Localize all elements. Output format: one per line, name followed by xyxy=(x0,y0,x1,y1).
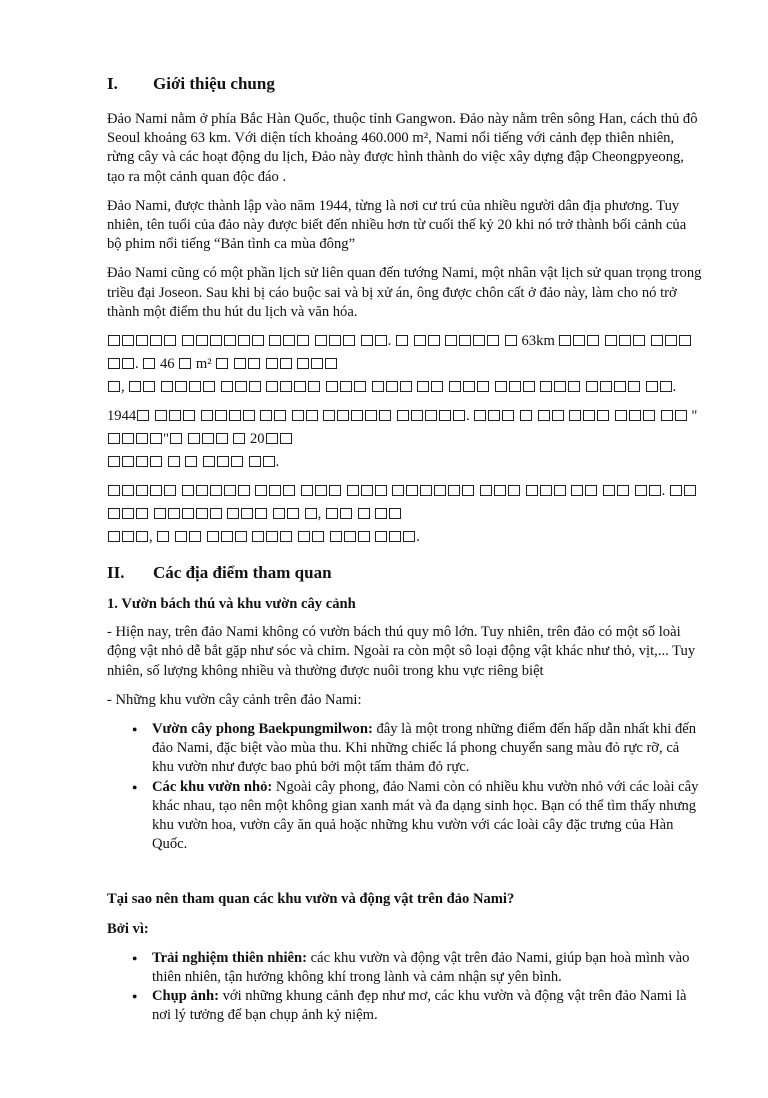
korean-paragraph-3: . , , . xyxy=(107,480,704,549)
section-number: II. xyxy=(107,563,125,583)
subsection-title: 1. Vườn bách thú và khu vườn cây cảnh xyxy=(107,596,356,613)
korean-paragraph-2: 1944 . "" 20 . xyxy=(107,408,698,471)
korean-paragraph-1: . 63km . 46 m² , . xyxy=(107,330,704,399)
paragraph: Đảo Nami nằm ở phía Bắc Hàn Quốc, thuộc tỉnh Gangwon. Đảo này nằm trên sông Han, cách thủ đô Seoul khoảng 63 km. Với diện tích khoảng 460.000 m², Nami nổi tiếng với cảnh đẹp thiên nhiên, rừng cây và các hoạt động du lịch, Đảo này được hình thành do việc xây dựng đập Cheongpyeong, tạo ra một cảnh quan độc đáo . xyxy=(107,111,698,185)
section-heading-2 xyxy=(107,563,704,583)
korean-number: 1944 xyxy=(107,408,137,425)
list-item-text: với những khung cảnh đẹp như mơ, các khu vườn và động vật trên đảo Nami là nơi lý tưởng để bạn chụp ảnh kỷ niệm. xyxy=(152,988,687,1024)
section-heading-1 xyxy=(107,74,704,94)
list-item-text: đây là một trong những điểm đến hấp dẫn nhất khi đến đảo Nami, đặc biệt vào mùa thu. Khi những chiếc lá phong chuyển sang màu đỏ rực rỡ, cả khu vườn như được bao phủ bởi một tấm thảm đỏ rực. xyxy=(152,721,697,776)
document-page xyxy=(0,74,768,1098)
korean-quote-close: " xyxy=(163,431,169,448)
korean-number: 20 xyxy=(249,431,265,448)
list-item-label: Chụp ảnh: xyxy=(152,988,219,1005)
reasons-list xyxy=(107,949,704,1026)
korean-number: 63km xyxy=(521,333,555,350)
korean-quote-open: " xyxy=(691,408,698,425)
list-item-label: Vườn cây phong Baekpungmilwon: xyxy=(152,721,373,738)
question-heading: Tại sao nên tham quan các khu vườn và động vật trên đảo Nami? xyxy=(107,891,515,908)
garden-list xyxy=(107,720,704,854)
section-title: Giới thiệu chung xyxy=(153,74,275,93)
because-label: Bởi vì: xyxy=(107,920,149,937)
korean-unit: m² xyxy=(195,356,212,373)
list-item xyxy=(152,778,704,855)
list-item-text: các khu vườn và động vật trên đảo Nami, giúp bạn hoà mình vào thiên nhiên, tận hưởng không khí trong lành và cảm nhận sự yên bình. xyxy=(152,949,690,986)
list-item-label: Các khu vườn nhỏ: xyxy=(152,778,273,795)
list-item xyxy=(152,987,704,1025)
korean-number: 46 xyxy=(159,356,175,373)
paragraph: Đảo Nami, được thành lập vào năm 1944, từng là nơi cư trú của nhiều người dân địa phương. Tuy nhiên, tên tuổi của đảo này được biết đến nhiều hơn từ cuối thế kỷ 20 khi nó trở thành bối cảnh của bộ phim nổi tiếng “Bản tình ca mùa đông” xyxy=(107,197,687,253)
paragraph: - Hiện nay, trên đảo Nami không có vườn bách thú quy mô lớn. Tuy nhiên, trên đảo có một số loài động vật nhỏ dễ bắt gặp như sóc và chim. Ngoài ra còn một sô loại động vật khác như thỏ, vịt,... Tuy nhiên, số lượng không nhiều và thường được nuôi trong khu vực riêng biệt xyxy=(107,624,696,679)
section-number: I. xyxy=(107,74,118,93)
list-item-text: Ngoài cây phong, đảo Nami còn có nhiều khu vườn nhỏ với các loài cây khác nhau, tạo nên một không gian xanh mát và đa dạng sinh học. Bạn có thể tìm thấy nhưng khu vườn hoa, vườn cây ăn quả hoặc những khu vườn với các loài cây đặc trưng của Hàn Quốc. xyxy=(152,778,699,853)
list-item-label: Trải nghiệm thiên nhiên: xyxy=(152,949,308,966)
paragraph: Đảo Nami cũng có một phần lịch sử liên quan đến tướng Nami, một nhân vật lịch sử quan trọng trong triều đại Joseon. Sau khi bị cáo buộc sai và bị xử án, ông được chôn cất ở đảo này, làm cho nó trở thành một điểm thu hút du lịch và văn hóa. xyxy=(107,265,702,320)
section-title: Các địa điểm tham quan xyxy=(153,563,332,583)
paragraph: - Những khu vườn cây cảnh trên đảo Nami: xyxy=(107,691,362,708)
list-item xyxy=(152,720,704,778)
list-item xyxy=(152,949,704,987)
